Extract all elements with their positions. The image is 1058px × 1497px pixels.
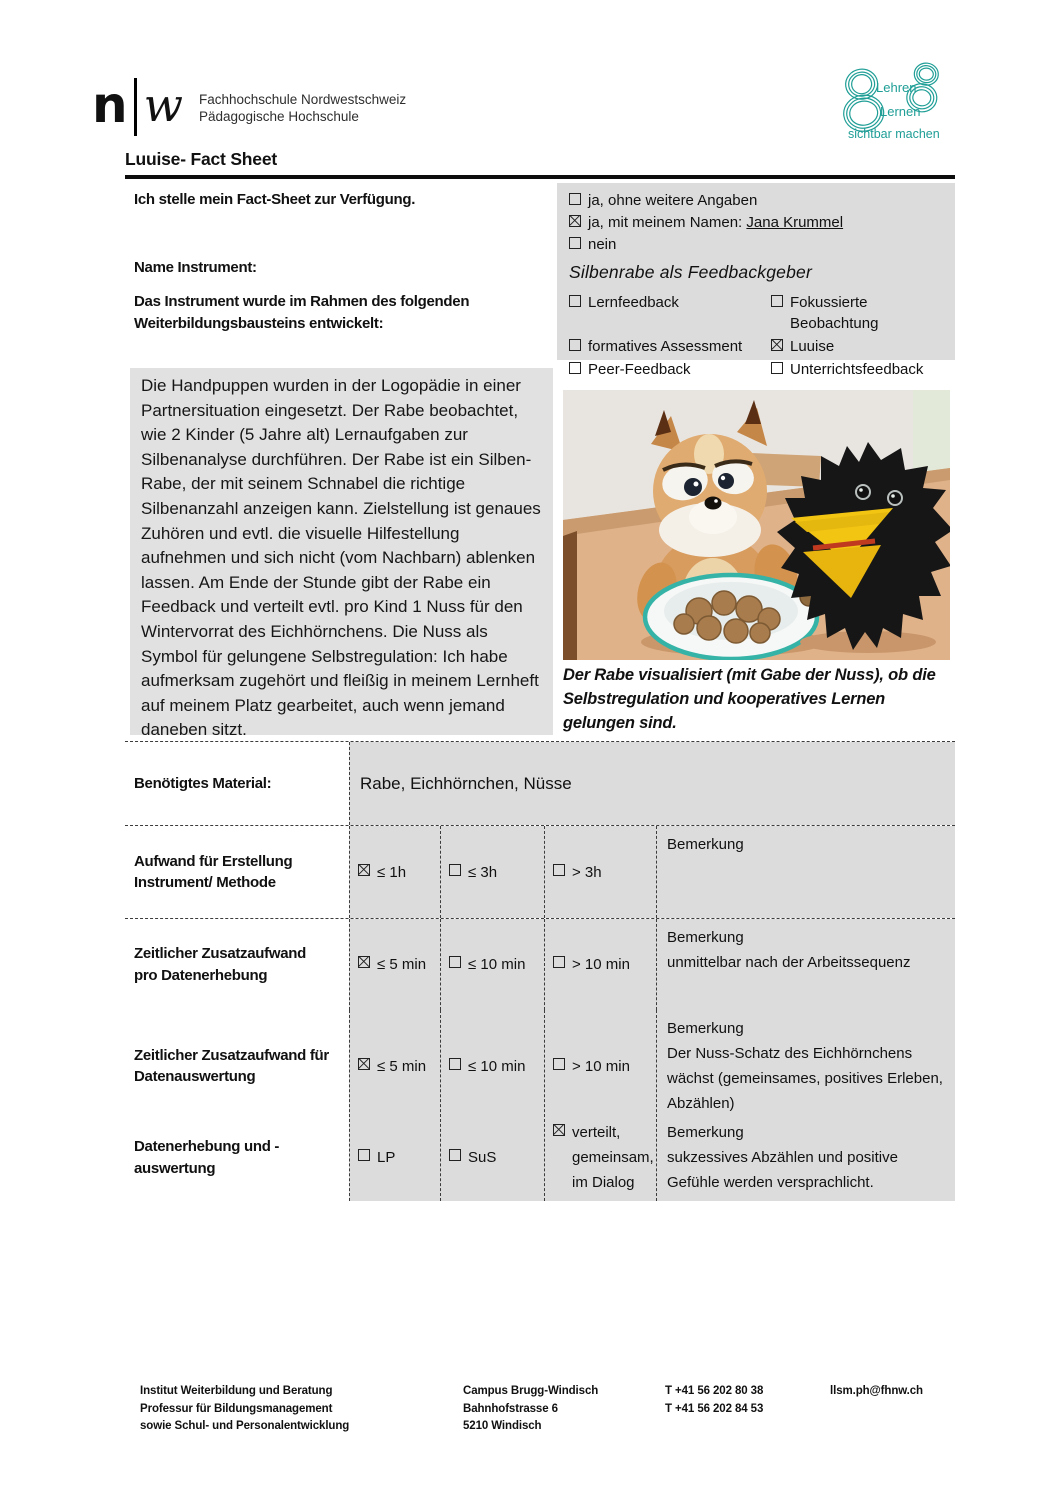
fact-table	[125, 741, 955, 1200]
checkbox-icon[interactable]	[569, 237, 581, 249]
baustein-option-luuise	[771, 336, 943, 357]
option-label: Peer-Feedback	[588, 361, 691, 378]
checkbox-icon[interactable]	[449, 1149, 461, 1161]
option-label: Lernfeedback	[588, 294, 679, 311]
row-aufwand-opt3	[544, 826, 656, 918]
footer-address	[463, 1383, 598, 1436]
option-label: Unterrichtsfeedback	[790, 361, 924, 378]
option-label: ≤ 10 min	[468, 1057, 526, 1075]
footer-address-line2: Bahnhofstrasse 6	[463, 1402, 558, 1415]
instrument-name: Silbenrabe als Feedbackgeber	[569, 262, 812, 282]
checkbox-icon[interactable]	[569, 362, 581, 374]
baustein-option-fokussierte	[771, 292, 943, 334]
photo-table-side	[563, 531, 577, 660]
checkbox-checked-icon[interactable]	[358, 956, 370, 968]
fhnw-logo-w: w	[143, 78, 183, 132]
organization-line1: Fachhochschule Nordwestschweiz	[199, 92, 407, 107]
row-erhebung-opt1	[349, 919, 440, 1010]
option-label: Luuise	[790, 338, 835, 355]
bemerkung-text: Der Nuss-Schatz des Eichhörnchens wächst (gemeinsames, positives Erleben, Abzählen)	[667, 1045, 943, 1112]
bemerkung-title: Bemerkung	[667, 836, 744, 853]
row-durchfuehrung	[125, 1113, 955, 1200]
option-label: verteilt, gemeinsam, im Dialog	[572, 1124, 654, 1191]
label-provide: Ich stelle mein Fact-Sheet zur Verfügung.	[134, 191, 416, 208]
checkbox-checked-icon[interactable]	[771, 339, 783, 351]
row-aufwand-opt1	[349, 826, 440, 918]
row-durchfuehrung-bemerkung	[656, 1114, 955, 1201]
bemerkung-text: sukzessives Abzählen und positive Gefühle werden versprachlicht.	[667, 1149, 898, 1191]
checkbox-icon[interactable]	[771, 295, 783, 307]
llsm-text-sichtbar: sichtbar machen	[848, 127, 940, 141]
checkbox-checked-icon[interactable]	[553, 1124, 565, 1136]
bemerkung-title: Bemerkung	[667, 929, 744, 946]
footer-phones	[665, 1383, 763, 1418]
organization-line2: Pädagogische Hochschule	[199, 109, 359, 124]
row-erhebung-bemerkung	[656, 919, 955, 1010]
row-durchfuehrung-opt1	[349, 1114, 440, 1201]
llsm-text-lehren: Lehren	[876, 80, 917, 95]
row-aufwand	[125, 825, 955, 918]
row-durchfuehrung-label: Datenerhebung und -auswertung	[125, 1114, 349, 1201]
fhnw-logo-n: n	[92, 76, 128, 134]
bemerkung-title: Bemerkung	[667, 1020, 744, 1037]
row-auswertung-opt1	[349, 1010, 440, 1122]
checkbox-icon[interactable]	[358, 1149, 370, 1161]
checkbox-icon[interactable]	[553, 864, 565, 876]
option-label: > 3h	[572, 863, 602, 881]
llsm-text-lernen: Lernen	[880, 104, 921, 119]
puppets-photo	[563, 390, 950, 660]
footer-phone-1: T +41 56 202 80 38	[665, 1385, 764, 1397]
row-durchfuehrung-opt3	[544, 1114, 656, 1201]
footer-institute-line2: Professur für Bildungsmanagement	[140, 1402, 333, 1415]
footer-institute-line3: sowie Schul- und Personalentwicklung	[140, 1420, 350, 1432]
checkbox-checked-icon[interactable]	[358, 864, 370, 876]
provide-option-ja-name	[569, 212, 943, 233]
provide-option-nein	[569, 234, 943, 255]
baustein-option-formatives	[569, 336, 771, 357]
checkbox-icon[interactable]	[569, 295, 581, 307]
option-label: ≤ 1h	[377, 863, 407, 881]
author-name: Jana Krummel	[746, 214, 844, 231]
option-label: ≤ 5 min	[377, 1057, 427, 1075]
form-answer-panel	[557, 183, 955, 378]
bemerkung-text: unmittelbar nach der Arbeitssequenz	[667, 954, 911, 971]
option-label: nein	[588, 236, 617, 253]
option-label: ja, ohne weitere Angaben	[588, 192, 758, 209]
row-durchfuehrung-opt2	[440, 1114, 544, 1201]
llsm-logo-loops	[838, 61, 941, 133]
row-erhebung-opt3	[544, 919, 656, 1010]
row-material	[125, 741, 955, 825]
checkbox-checked-icon[interactable]	[569, 215, 581, 227]
fhnw-logo	[92, 78, 183, 136]
baustein-option-lernfeedback	[569, 292, 771, 334]
label-baustein: Das Instrument wurde im Rahmen des folgenden Weiterbildungsbausteins entwickelt:	[134, 293, 470, 332]
option-label-text: ja, mit meinem Namen:	[588, 214, 743, 231]
fhnw-logo-divider	[134, 78, 137, 136]
checkbox-icon[interactable]	[449, 864, 461, 876]
row-material-value: Rabe, Eichhörnchen, Nüsse	[349, 742, 955, 825]
row-erhebung-opt2	[440, 919, 544, 1010]
row-erhebung-label: Zeitlicher Zusatzaufwand pro Datenerhebung	[125, 919, 349, 1010]
option-label: ≤ 3h	[468, 863, 498, 881]
page-title: Luuise- Fact Sheet	[125, 149, 277, 169]
footer-phone-2: T +41 56 202 84 53	[665, 1402, 764, 1415]
baustein-options-grid	[569, 292, 943, 381]
row-erhebung	[125, 918, 955, 1010]
row-material-label: Benötigtes Material:	[125, 742, 349, 825]
option-label: > 10 min	[572, 956, 630, 973]
row-aufwand-label: Aufwand für Erstellung Instrument/ Methode	[125, 826, 349, 918]
footer-institute-line1: Institut Weiterbildung und Beratung	[140, 1385, 333, 1397]
checkbox-icon[interactable]	[449, 956, 461, 968]
checkbox-icon[interactable]	[553, 1058, 565, 1070]
baustein-option-unterricht	[771, 359, 943, 380]
option-label: > 10 min	[572, 1057, 630, 1075]
option-label: SuS	[468, 1149, 497, 1166]
label-instrument: Name Instrument:	[134, 259, 257, 276]
footer-institute	[140, 1383, 349, 1436]
option-label: ≤ 5 min	[377, 956, 427, 973]
checkbox-icon[interactable]	[569, 339, 581, 351]
checkbox-icon[interactable]	[553, 956, 565, 968]
row-auswertung-bemerkung	[656, 1010, 955, 1122]
option-label	[588, 212, 943, 233]
footer-email: llsm.ph@fhnw.ch	[830, 1385, 923, 1397]
row-auswertung	[125, 1010, 955, 1113]
instrument-description: Die Handpuppen wurden in der Logopädie in einer Partnersituation eingesetzt. Der Rabe beobachtet, wie 2 Kinder (5 Jahre alt) Lernaufgaben zur Silbenanalyse durchführen. Der Rabe ist ein Silben-Rabe, der mit seinem Schnabel die richtige Silbenanzahl anzeigen kann. Zielstellung ist genaues Zuhören und evtl. die visuelle Hilfestellung aufnehmen und sich nicht (vom Nachbarn) ablenken lassen. Am Ende der Stunde gibt der Rabe ein Feedback und verteilt evtl. pro Kind 1 Nuss für den Wintervorrat des Eichhörnchens. Die Nuss als Symbol für gelungene Selbstregulation: Ich habe aufmerksam zugehört und fleißig in meinem Lernheft auf meinem Platz gearbeitet, auch wenn jemand daneben sitzt.	[130, 368, 553, 735]
footer-address-line3: 5210 Windisch	[463, 1420, 542, 1432]
llsm-logo	[836, 56, 950, 148]
checkbox-checked-icon[interactable]	[358, 1058, 370, 1070]
option-label: ≤ 10 min	[468, 956, 526, 973]
option-label: formatives Assessment	[588, 338, 743, 355]
row-aufwand-opt2	[440, 826, 544, 918]
baustein-option-peer	[569, 359, 771, 380]
checkbox-icon[interactable]	[449, 1058, 461, 1070]
title-rule	[125, 175, 955, 179]
checkbox-icon[interactable]	[771, 362, 783, 374]
checkbox-icon[interactable]	[569, 193, 581, 205]
option-label: Fokussierte Beobachtung	[790, 294, 879, 332]
row-aufwand-bemerkung	[656, 826, 955, 918]
row-auswertung-opt3	[544, 1010, 656, 1122]
footer-address-line1: Campus Brugg-Windisch	[463, 1385, 599, 1397]
row-auswertung-label: Zeitlicher Zusatzaufwand für Datenauswertung	[125, 1010, 349, 1122]
bemerkung-title: Bemerkung	[667, 1124, 744, 1141]
photo-caption: Der Rabe visualisiert (mit Gabe der Nuss), ob die Selbstregulation und kooperatives Lernen gelungen sind.	[563, 666, 936, 732]
row-auswertung-opt2	[440, 1010, 544, 1122]
option-label: LP	[377, 1149, 396, 1166]
organization-name	[199, 91, 406, 125]
provide-option-ja-ohne	[569, 190, 943, 211]
